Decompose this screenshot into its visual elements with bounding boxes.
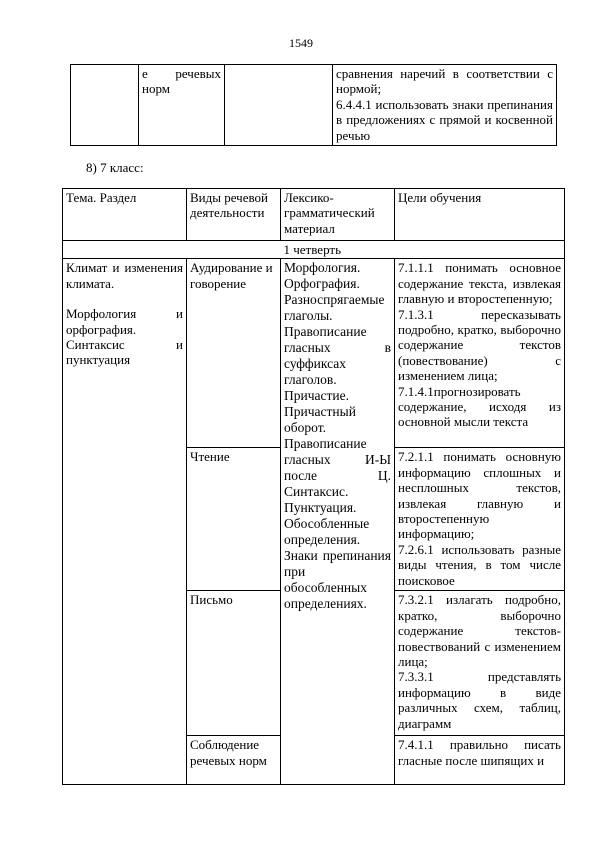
topic-text: Климат и изменения климата. (66, 260, 183, 291)
goal-text: 7.1.1.1 понимать основное содержание текста, извлекая главную и второстепенную; (398, 260, 561, 307)
table-cell-empty (71, 65, 139, 146)
table-cell-empty (225, 65, 333, 146)
quarter-label: 1 четверть (281, 241, 565, 259)
goals-cell (395, 736, 565, 785)
table-row (71, 65, 557, 146)
goals-cell (395, 591, 565, 736)
goal-text: 7.1.3.1 пересказывать подробно, кратко, выборочно содержание текстов (повествование) с изменением лица; (398, 306, 561, 384)
goal-text: 7.2.6.1 использовать разные виды чтения, в том числе поисковое (398, 541, 561, 588)
table-row (63, 259, 565, 448)
table-header-row (63, 189, 565, 241)
header-activity: Виды речевой деятельности (187, 189, 281, 241)
goal-text: сравнения наречий в соответствии с нормой; (336, 66, 553, 97)
table-cell-activity: е речевых норм (139, 65, 225, 146)
topic-cell (63, 259, 187, 785)
activity-cell: Письмо (187, 591, 281, 736)
page-number: 1549 (289, 36, 313, 50)
header-goals: Цели обучения (395, 189, 565, 241)
curriculum-table (62, 188, 565, 785)
material-cell: Морфология. Орфография. Разноспрягаемые глаголы. Правописание гласных в суффиксах глаголов. Причастие. Причастный оборот. Правописание гласных И-Ы после Ц. Синтаксис. Пунктуация. Обособленные определения. Знаки препинания при обособленных определениях. (281, 259, 395, 785)
activity-cell: Чтение (187, 448, 281, 591)
activity-cell: Соблюдение речевых норм (187, 736, 281, 785)
goal-text: 7.1.4.1прогнозировать содержание, исходя из основной мысли текста (398, 383, 561, 430)
goal-text: 6.4.4.1 использовать знаки препинания в предложениях с прямой и косвенной речью (336, 96, 553, 143)
goals-cell (395, 448, 565, 591)
goal-text: 7.2.1.1 понимать основную информацию сплошных и несплошных текстов, извлекая главную и второстепенную информацию; (398, 449, 561, 542)
header-material: Лексико-грамматический материал (281, 189, 395, 241)
quarter-row (63, 241, 565, 259)
topic-text: Морфология и орфография. Синтаксис и пунктуация (66, 306, 183, 368)
table-cell-goals (333, 65, 557, 146)
goal-text: 7.3.2.1 излагать подробно, кратко, выборочно содержание текстов-повествований с изменением лица; (398, 592, 561, 670)
goal-text: 7.4.1.1 правильно писать гласные после шипящих и (398, 737, 561, 768)
goal-text: 7.3.3.1 представлять информацию в виде различных схем, таблиц, диаграмм (398, 669, 561, 731)
header-topic: Тема. Раздел (63, 189, 187, 241)
continued-table (70, 64, 557, 146)
activity-cell: Аудирование и говорение (187, 259, 281, 448)
quarter-spacer (63, 241, 281, 259)
section-heading: 8) 7 класс: (86, 160, 144, 175)
goals-cell (395, 259, 565, 448)
